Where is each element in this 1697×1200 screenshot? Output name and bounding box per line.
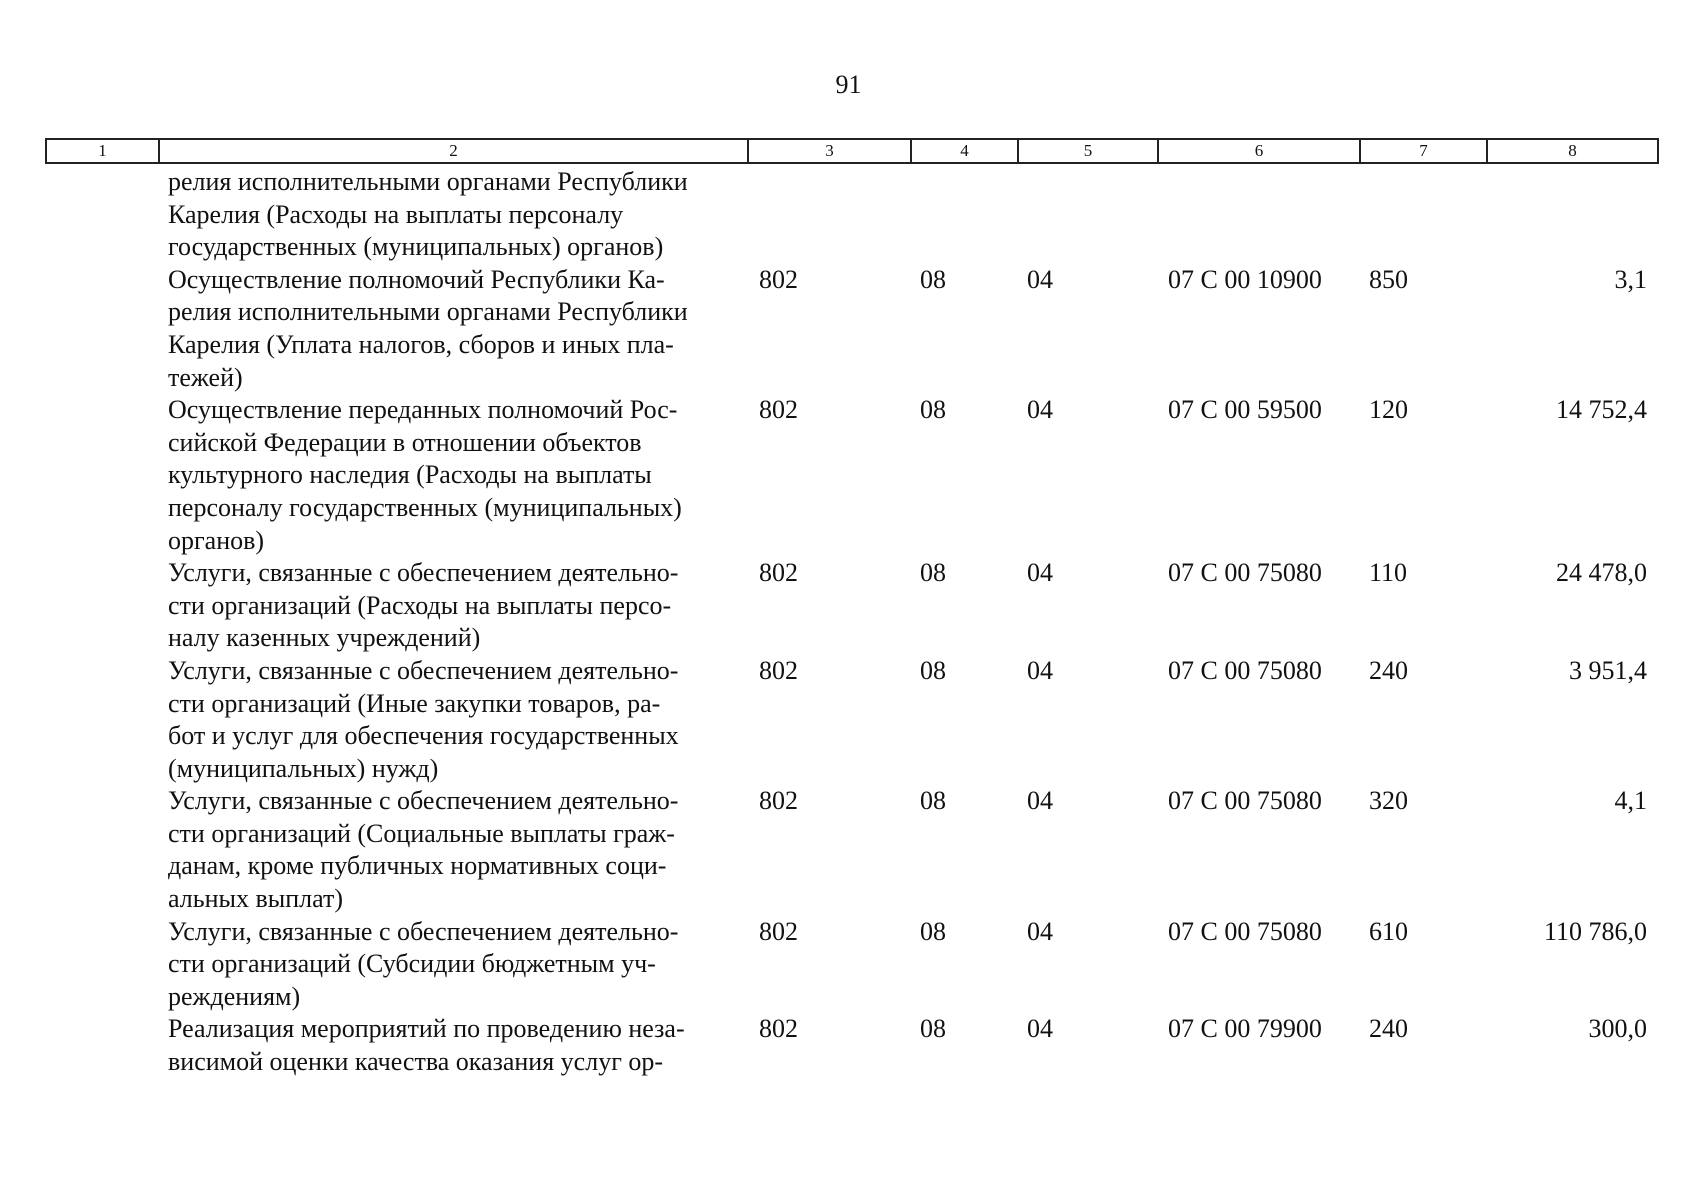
table-row <box>45 557 1657 655</box>
description-line: Услуги, связанные с обеспечением деятельно- <box>168 558 679 588</box>
description-line: культурного наследия (Расходы на выплаты <box>168 460 652 490</box>
target-article-code: 07 С 00 10900 <box>1168 264 1322 294</box>
description-line: сти организаций (Субсидии бюджетным уч- <box>168 949 656 979</box>
admin-code: 802 <box>759 655 798 685</box>
expense-description <box>158 655 747 785</box>
description-line: (муниципальных) нужд) <box>168 753 439 783</box>
budget-table-body <box>45 166 1657 1079</box>
amount: 3 951,4 <box>1569 655 1647 685</box>
description-line: альных выплат) <box>168 884 344 914</box>
expense-description <box>158 916 747 1014</box>
section-code: 08 <box>920 264 946 294</box>
table-row <box>45 264 1657 394</box>
amount: 14 752,4 <box>1556 395 1647 425</box>
column-header-8: 8 <box>1487 139 1658 163</box>
section-code: 08 <box>920 395 946 425</box>
description-line: Осуществление полномочий Республики Ка- <box>168 264 665 294</box>
target-article-code: 07 С 00 59500 <box>1168 395 1322 425</box>
table-row <box>45 394 1657 557</box>
column-header-2: 2 <box>159 139 748 163</box>
section-code: 08 <box>920 786 946 816</box>
column-header-5: 5 <box>1018 139 1158 163</box>
expense-type-code: 610 <box>1369 916 1408 946</box>
description-line: Осуществление переданных полномочий Рос- <box>168 395 678 425</box>
description-line: тежей) <box>168 362 243 392</box>
description-line: персоналу государственных (муниципальных) <box>168 492 682 522</box>
description-line: сти организаций (Социальные выплаты граж- <box>168 818 675 848</box>
description-line: Карелия (Расходы на выплаты персоналу <box>168 199 624 229</box>
column-header-6: 6 <box>1158 139 1360 163</box>
admin-code: 802 <box>759 558 798 588</box>
expense-type-code: 240 <box>1369 655 1408 685</box>
expense-type-code: 110 <box>1369 558 1408 588</box>
column-header-7: 7 <box>1360 139 1487 163</box>
section-code: 08 <box>920 1014 946 1044</box>
target-article-code: 07 С 00 75080 <box>1168 916 1322 946</box>
target-article-code: 07 С 00 79900 <box>1168 1014 1322 1044</box>
table-row <box>45 785 1657 915</box>
subsection-code: 04 <box>1027 786 1053 816</box>
description-line: Услуги, связанные с обеспечением деятельно- <box>168 655 679 685</box>
description-line: релия исполнительными органами Республики <box>168 167 688 196</box>
page-number: 91 <box>835 70 862 99</box>
amount: 4,1 <box>1614 786 1647 816</box>
target-article-code: 07 С 00 75080 <box>1168 558 1322 588</box>
expense-description <box>158 785 747 915</box>
expense-description <box>158 264 747 394</box>
expense-description <box>158 1013 747 1078</box>
section-code: 08 <box>920 655 946 685</box>
description-line: Услуги, связанные с обеспечением деятельно- <box>168 786 679 816</box>
section-code: 08 <box>920 558 946 588</box>
description-line: релия исполнительными органами Республики <box>168 297 688 327</box>
table-row <box>45 916 1657 1014</box>
column-header-1: 1 <box>46 139 159 163</box>
admin-code: 802 <box>759 1014 798 1044</box>
amount: 110 786,0 <box>1543 916 1647 946</box>
column-header-3: 3 <box>748 139 911 163</box>
description-line: Услуги, связанные с обеспечением деятельно- <box>168 916 679 946</box>
description-line: государственных (муниципальных) органов) <box>168 232 664 262</box>
subsection-code: 04 <box>1027 916 1053 946</box>
subsection-code: 04 <box>1027 655 1053 685</box>
subsection-code: 04 <box>1027 395 1053 425</box>
admin-code: 802 <box>759 916 798 946</box>
description-line: налу казенных учреждений) <box>168 623 481 653</box>
expense-type-code: 240 <box>1369 1014 1408 1044</box>
description-line: Реализация мероприятий по проведению неза- <box>168 1014 685 1044</box>
description-line: реждениям) <box>168 981 301 1011</box>
section-code: 08 <box>920 916 946 946</box>
target-article-code: 07 С 00 75080 <box>1168 786 1322 816</box>
expense-description <box>158 394 747 557</box>
subsection-code: 04 <box>1027 558 1053 588</box>
table-row <box>45 655 1657 785</box>
description-line: висимой оценки качества оказания услуг ор- <box>168 1047 664 1077</box>
table-row <box>45 1013 1657 1078</box>
description-line: сти организаций (Иные закупки товаров, ра- <box>168 688 661 718</box>
admin-code: 802 <box>759 264 798 294</box>
amount: 300,0 <box>1588 1014 1647 1044</box>
expense-type-code: 120 <box>1369 395 1408 425</box>
subsection-code: 04 <box>1027 264 1053 294</box>
column-header-4: 4 <box>911 139 1018 163</box>
subsection-code: 04 <box>1027 1014 1053 1044</box>
amount: 24 478,0 <box>1556 558 1647 588</box>
target-article-code: 07 С 00 75080 <box>1168 655 1322 685</box>
description-line: Карелия (Уплата налогов, сборов и иных пла- <box>168 329 674 359</box>
description-line: данам, кроме публичных нормативных соци- <box>168 851 667 881</box>
column-number-header <box>45 138 1659 164</box>
expense-type-code: 320 <box>1369 786 1408 816</box>
admin-code: 802 <box>759 786 798 816</box>
description-line: органов) <box>168 525 265 555</box>
description-line: сийской Федерации в отношении объектов <box>168 427 642 457</box>
admin-code: 802 <box>759 395 798 425</box>
description-line: сти организаций (Расходы на выплаты персо- <box>168 590 672 620</box>
expense-description <box>158 166 747 264</box>
table-row <box>45 166 1657 264</box>
description-line: бот и услуг для обеспечения государственных <box>168 721 679 751</box>
expense-description <box>158 557 747 655</box>
amount: 3,1 <box>1614 264 1647 294</box>
expense-type-code: 850 <box>1369 264 1408 294</box>
